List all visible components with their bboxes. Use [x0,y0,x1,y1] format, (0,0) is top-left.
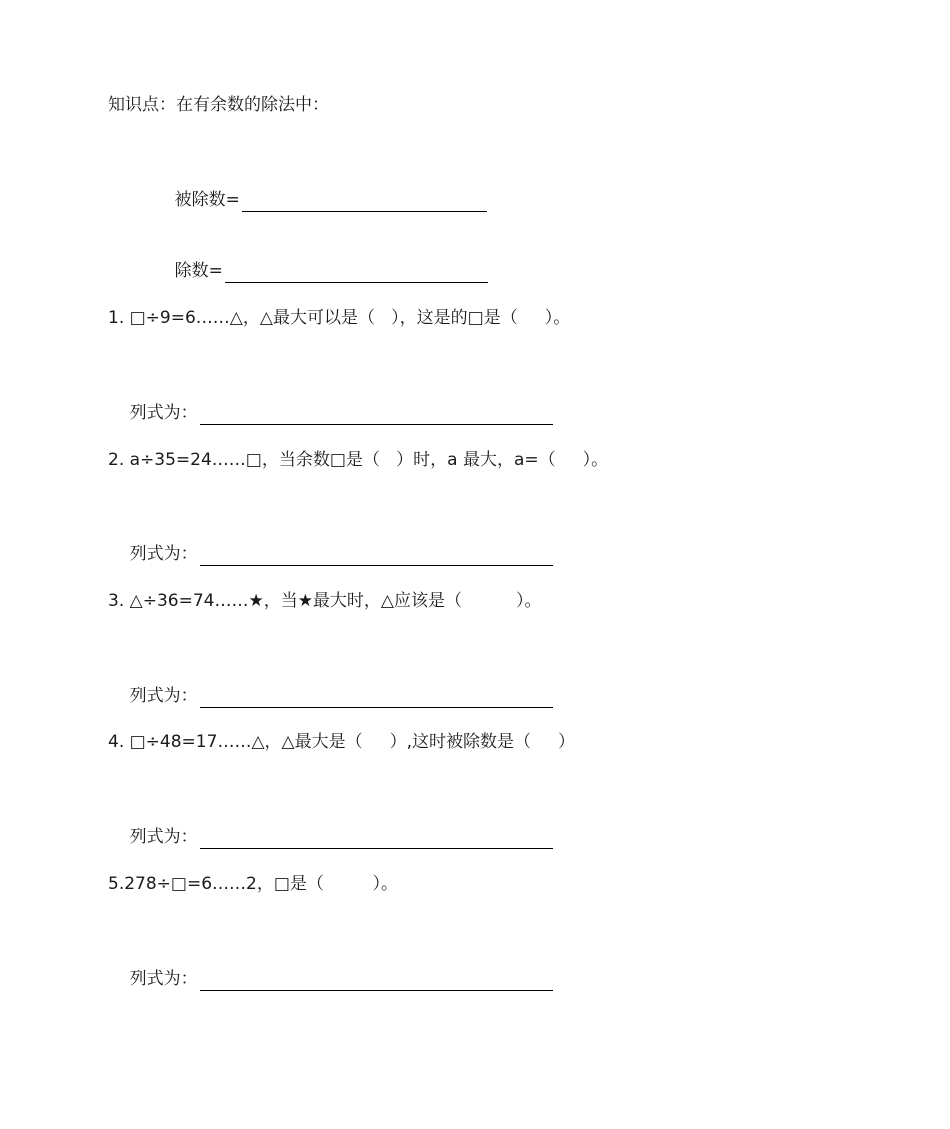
answer-label: 列式为： [129,403,198,423]
question-4-answer-blank[interactable] [200,828,553,849]
answer-label: 列式为： [129,544,198,564]
question-1-answer-blank[interactable] [200,404,553,425]
question-3-answer-blank[interactable] [200,687,553,708]
question-4-text: 4. □÷48=17……△，△最大是（ ）,这时被除数是（ ） [108,732,576,752]
question-1-text: 1. □÷9=6……△，△最大可以是（ ），这是的□是（ ）。 [108,308,571,328]
divisor-answer-blank[interactable] [225,262,488,283]
divisor-label: 除数= [174,261,223,281]
question-4-answer-row [108,801,553,847]
question-3-answer-row [108,660,553,706]
question-5-answer-blank[interactable] [200,970,553,991]
knowledge-title: 知识点：在有余数的除法中： [108,95,329,115]
question-5-answer-row [108,943,553,989]
answer-label: 列式为： [129,969,198,989]
dividend-answer-blank[interactable] [242,191,487,212]
question-3-text: 3. △÷36=74……★，当★最大时，△应该是（ ）。 [108,591,542,611]
question-1-answer-row [108,377,553,423]
question-5-text: 5.278÷□=6……2，□是（ ）。 [108,874,399,894]
divisor-formula-row [153,235,488,281]
dividend-label: 被除数= [174,190,240,210]
question-2-answer-blank[interactable] [200,545,553,566]
answer-label: 列式为： [129,827,198,847]
question-2-text: 2. a÷35=24……□，当余数□是（ ）时，a 最大，a=（ ）。 [108,450,609,470]
answer-label: 列式为： [129,686,198,706]
question-2-answer-row [108,518,553,564]
dividend-formula-row [153,164,487,210]
